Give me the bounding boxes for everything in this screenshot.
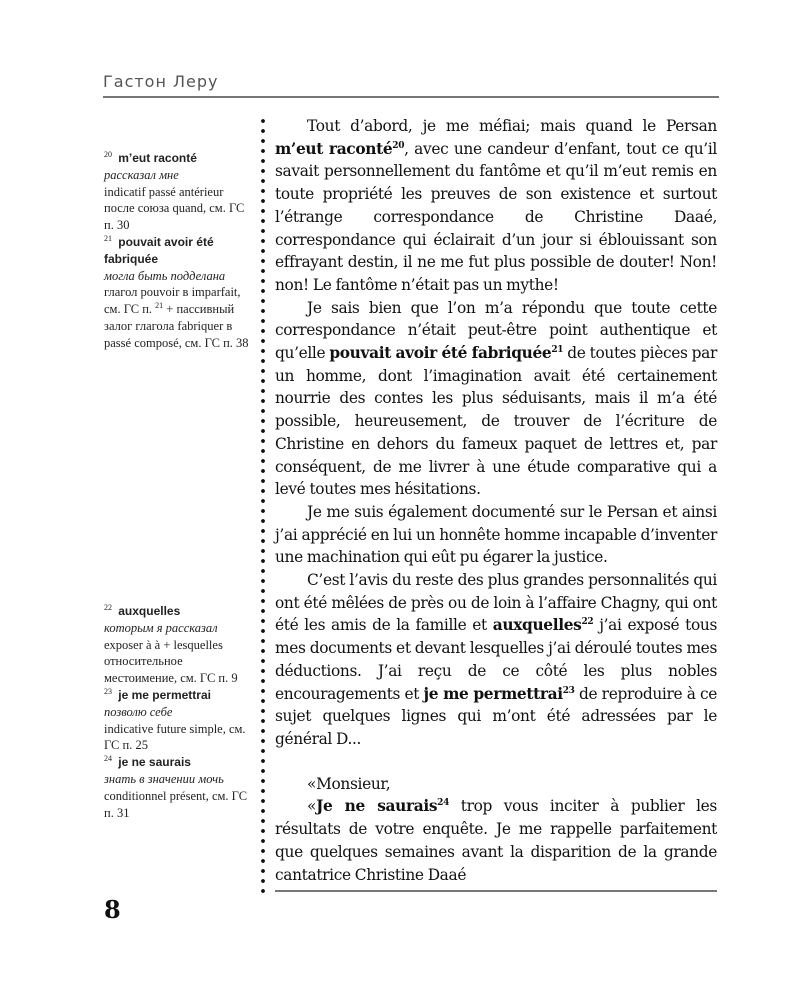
text-run: de reproduire à ce sujet quelques lignes qui m’ont été adressées par le général D... xyxy=(275,684,717,748)
note-20 xyxy=(104,150,254,234)
note-term: je ne saurais xyxy=(118,755,191,770)
glossed-term: Je ne saurais xyxy=(316,797,438,816)
glossed-term: m’eut raconté xyxy=(275,139,393,158)
note-explanation: indicatif passé antérieur после союза quand, см. ГС п. 30 xyxy=(104,184,245,233)
note-24 xyxy=(104,754,254,821)
page-number: 8 xyxy=(104,895,121,924)
note-explanation: indicative future simple, см. ГС п. 25 xyxy=(104,721,246,753)
header-rule xyxy=(103,96,719,98)
note-term: auxquelles xyxy=(118,604,181,618)
footnote-ref: 22 xyxy=(581,617,594,628)
note-translation: рассказал мне xyxy=(104,167,179,182)
note-explanation-cont: + пассивный залог глагола fabriquer в passé composé, см. ГС п. 38 xyxy=(104,302,249,350)
text-run: j’ai exposé tous mes documents et devant lesquelles j’ai déroulé toutes mes déductions. J’ai reçu de ce côté les plus nobles encouragements et xyxy=(275,616,717,703)
note-number: 20 xyxy=(104,149,112,159)
dotted-column-divider xyxy=(258,116,268,894)
paragraph-1 xyxy=(275,115,717,297)
note-explanation: глагол pouvoir в imparfait, см. ГС п. xyxy=(104,285,241,317)
note-term: je me permettrai xyxy=(118,687,211,702)
footnote-ref: 23 xyxy=(562,685,575,696)
text-run: Tout d’abord, je me méfiai; mais quand le Persan xyxy=(307,117,717,135)
footnote-ref: 24 xyxy=(437,798,449,809)
note-22 xyxy=(104,603,254,687)
main-text xyxy=(275,115,717,886)
paragraph-letter xyxy=(275,795,717,886)
footer-rule xyxy=(275,890,717,892)
note-explanation: conditionnel présent, см. ГС п. 31 xyxy=(104,788,248,820)
text-run: trop vous inciter à publier les résultats de votre enquête. Je me rappelle parfaitement que quelques semaines avant la disparition de la grande cantatrice Christine Daaé xyxy=(275,797,717,884)
margin-notes-bottom xyxy=(104,603,254,821)
note-translation: знать в значении мочь xyxy=(104,771,224,786)
letter-salutation: «Monsieur, xyxy=(307,774,391,793)
note-number: 23 xyxy=(104,686,112,696)
paragraph-2 xyxy=(275,297,717,501)
running-header: Гастон Леру xyxy=(103,72,219,91)
text-run: , avec une candeur d’enfant, tout ce qu’il savait personnellement du fantôme et qu’il m’eut remis en toute propriété les preuves de son existence et surtout l’étrange correspondance de Christine Daaé, correspondance qui éclairait d’un jour si éblouissant son effrayant destin, il ne me fut plus possible de douter! Non! non! Le fantôme n’était pas un mythe! xyxy=(275,139,717,294)
note-translation: которым я рассказал xyxy=(104,620,218,635)
text-run: de toutes pièces par un homme, dont l’imagination avait été certainement nourrie des contes les plus séduisants, mais il m’a été possible, heureusement, de trouver de l’écriture de Christine en dehors du fameux paquet de lettres et, par conséquent, de me livrer à une étude comparative qui a levé toutes mes hésitations. xyxy=(275,344,717,499)
text-run: C’est l’avis du reste des plus grandes personnalités qui ont été mêlées de près ou de loin à l’affaire Chagny, qui ont été les amis de la famille et xyxy=(275,571,717,635)
note-translation: позволю себе xyxy=(104,704,173,719)
note-term: m’eut raconté xyxy=(118,151,197,165)
text-run: « xyxy=(307,797,317,816)
note-number: 24 xyxy=(104,754,112,764)
note-translation: могла быть подделана xyxy=(104,268,226,283)
note-term: pouvait avoir été fabriquée xyxy=(104,234,214,266)
margin-notes-top xyxy=(104,150,254,352)
glossed-term: auxquelles xyxy=(492,616,582,635)
text-run: Je sais bien que l’on m’a répondu que toute cette correspondance n’était peut-être point authentique et qu’elle xyxy=(275,298,717,363)
note-21 xyxy=(104,234,254,352)
footnote-ref: 20 xyxy=(392,140,405,151)
note-number: 21 xyxy=(104,233,112,243)
note-number: 22 xyxy=(104,602,112,612)
note-ref-number: 21 xyxy=(155,301,164,311)
note-explanation: exposer à à + lesquelles относительное местоимение, см. ГС п. 9 xyxy=(104,637,238,686)
glossed-term: je me permettrai xyxy=(423,684,563,703)
footnote-ref: 21 xyxy=(551,344,564,355)
note-23 xyxy=(104,687,254,754)
paragraph-4 xyxy=(275,569,717,751)
glossed-term: pouvait avoir été fabriquée xyxy=(329,344,552,363)
paragraph-3: Je me suis également documenté sur le Persan et ainsi j’ai apprécié en lui un honnête homme incapable d’inventer une machination qui eût pu égarer la justice. xyxy=(275,502,717,567)
